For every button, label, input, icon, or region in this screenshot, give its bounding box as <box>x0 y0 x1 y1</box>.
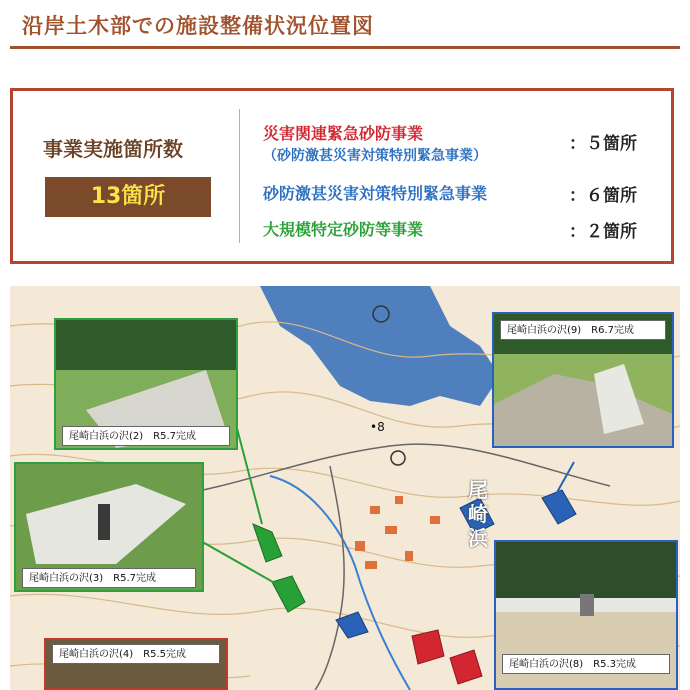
photo-card-3[interactable] <box>14 462 204 592</box>
location-map[interactable] <box>10 286 680 690</box>
title-divider <box>10 46 680 49</box>
photo-card-2[interactable] <box>54 318 238 450</box>
elevation-label: •8 <box>370 420 385 434</box>
summary-panel <box>10 88 674 264</box>
sea-area <box>260 286 500 406</box>
page-title: 沿岸土木部での施設整備状況位置図 <box>22 14 374 38</box>
post-office-icon <box>391 451 405 465</box>
photo-caption-8: 尾崎白浜の沢(8) R5.3完成 <box>502 654 670 674</box>
photo-caption-4: 尾崎白浜の沢(4) R5.5完成 <box>52 644 220 664</box>
summary-label: 事業実施箇所数 <box>43 137 183 161</box>
photo-card-8[interactable] <box>494 540 678 690</box>
category-large-count: ：２箇所 <box>569 222 637 242</box>
marker-blue-2 <box>542 490 576 524</box>
marker-blue-3 <box>336 612 368 638</box>
photo-card-4[interactable] <box>44 638 228 690</box>
total-count-badge: 13箇所 <box>45 177 211 217</box>
category-large-name: 大規模特定砂防等事業 <box>263 220 424 239</box>
category-disaster-name: 災害関連緊急砂防事業 <box>263 124 424 143</box>
marker-red-2 <box>450 650 482 684</box>
summary-divider <box>239 109 240 243</box>
photo-caption-9: 尾崎白浜の沢(9) R6.7完成 <box>500 320 666 340</box>
photo-caption-3: 尾崎白浜の沢(3) R5.7完成 <box>22 568 196 588</box>
road <box>170 444 610 496</box>
marker-green-1 <box>253 524 282 562</box>
category-severe-name: 砂防激甚災害対策特別緊急事業 <box>263 184 488 203</box>
place-name-label: 尾 崎 浜 <box>468 478 488 550</box>
category-disaster-sub: （砂防激甚災害対策特別緊急事業） <box>263 148 487 164</box>
marker-red-1 <box>412 630 444 664</box>
photo-caption-2: 尾崎白浜の沢(2) R5.7完成 <box>62 426 230 446</box>
marker-green-2 <box>272 576 305 612</box>
category-severe-count: ：６箇所 <box>569 186 637 206</box>
photo-card-9[interactable] <box>492 312 674 448</box>
category-disaster-count: ：５箇所 <box>569 134 637 154</box>
